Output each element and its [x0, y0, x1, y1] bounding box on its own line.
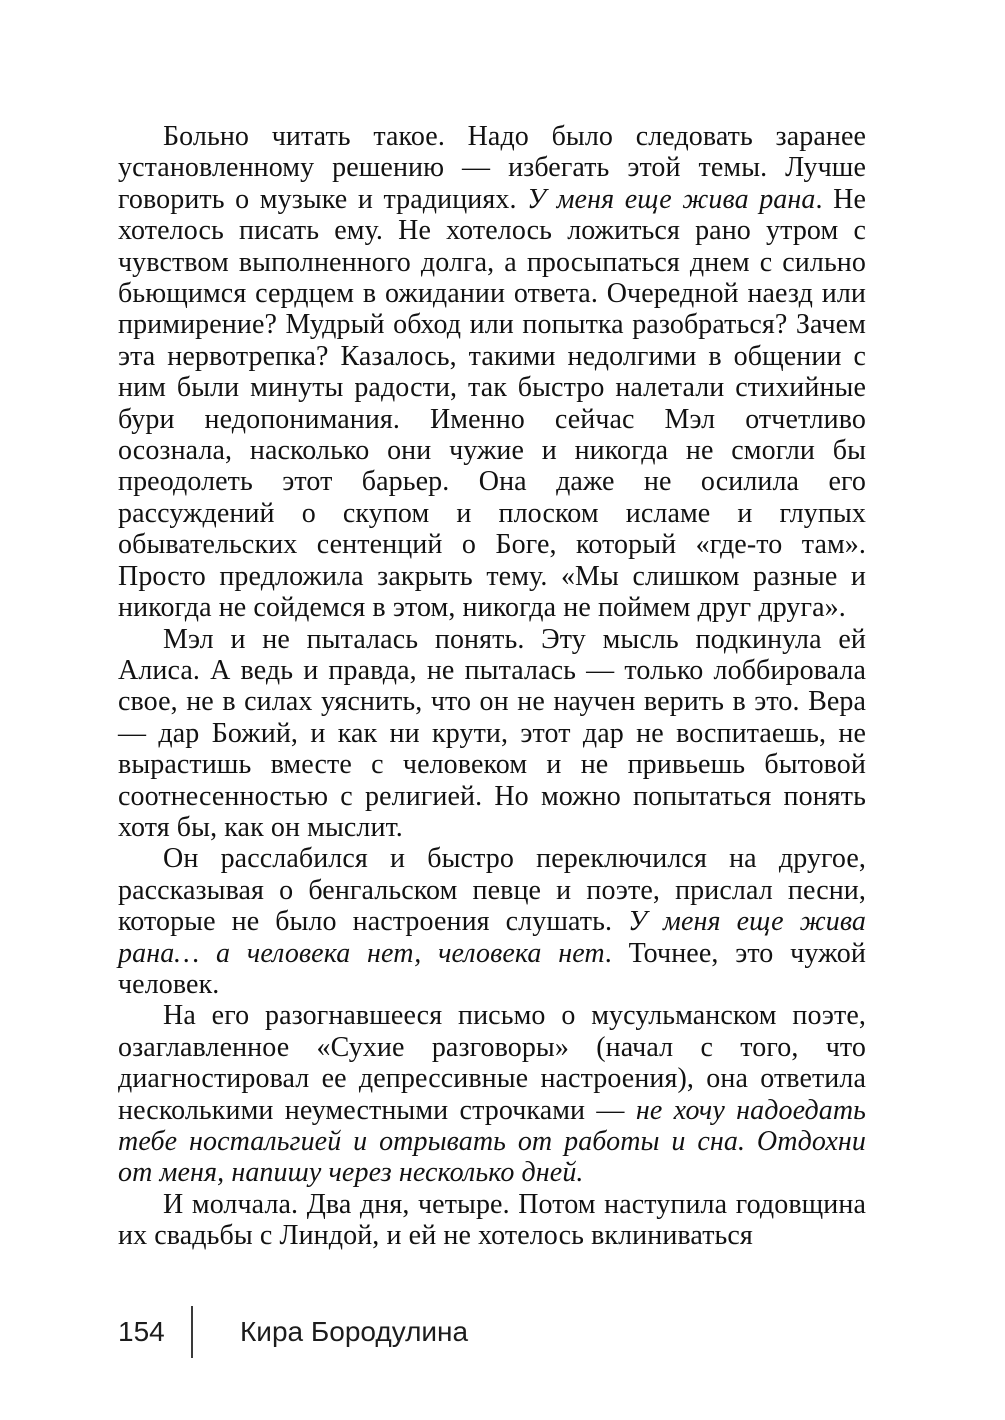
paragraph: [118, 843, 866, 1000]
paragraph: [118, 1000, 866, 1188]
body-text: [118, 121, 866, 1252]
footer-divider: [191, 1306, 193, 1358]
text-run: На его разогнавшееся письмо о мусульманском поэте, озаглавленное «Сухие разговоры» (начал с того, что диагностировал ее депрессивные настроения), она ответила несколькими неуместными строчками —: [118, 1000, 866, 1126]
paragraph: [118, 624, 866, 844]
page-footer: [118, 1304, 468, 1360]
italic-text-run: У меня еще жива рана: [527, 183, 816, 215]
text-run: . Не хотелось писать ему. Не хотелось ложиться рано утром с чувством выполненного долга, а просыпаться днем с сильно бьющимся сердцем в ожидании ответа. Очередной наезд или примирение? Мудрый обход или попытка разобраться? Зачем эта нервотрепка? Казалось, такими недолгими в общении с ним были минуты радости, так быстро налетали стихийные бури недопонимания. Именно сейчас Мэл отчетливо осознала, насколько они чужие и никогда не смогли бы преодолеть этот барьер. Она даже не осилила его рассуждений о скупом и плоском исламе и глупых обывательских сентенций о Боге, который «где-то там». Просто предложила закрыть тему. «Мы слишком разные и никогда не сойдемся в этом, никогда не поймем друг друга».: [118, 183, 866, 624]
text-run: Он расслабился и быстро переключился на другое, рассказывая о бенгальском певце и поэте, прислал песни, которые не было настроения слушать.: [118, 843, 866, 938]
text-run: И молчала. Два дня, четыре. Потом наступила годовщина их свадьбы с Линдой, и ей не хотелось вклиниваться: [118, 1188, 866, 1252]
author-name: Кира Бородулина: [240, 1316, 469, 1347]
text-run: Больно читать такое. Надо было следовать заранее установленному решению — избегать этой темы. Лучше говорить о музыке и традициях.: [118, 121, 866, 215]
italic-text-run: не хочу надоедать тебе ностальгией и отрывать от работы и сна. Отдохни от меня, напишу через несколько дней.: [118, 1094, 866, 1189]
page-number: 154: [118, 1316, 165, 1347]
text-run: . Точнее, это чужой человек.: [118, 937, 866, 1000]
paragraph: [118, 1189, 866, 1252]
paragraph: [118, 121, 866, 624]
italic-text-run: У меня еще жива рана… а человека нет, человека нет: [118, 906, 866, 969]
text-run: Мэл и не пыталась понять. Эту мысль подкинула ей Алиса. А ведь и правда, не пыталась — только лоббировала свое, не в силах уяснить, что он не научен верить в это. Вера — дар Божий, и как ни крути, этот дар не воспитаешь, не вырастишь вместе с человеком и не привьешь бытовой соотнесенностью с религией. Но можно попытаться понять хотя бы, как он мыслит.: [118, 623, 866, 843]
